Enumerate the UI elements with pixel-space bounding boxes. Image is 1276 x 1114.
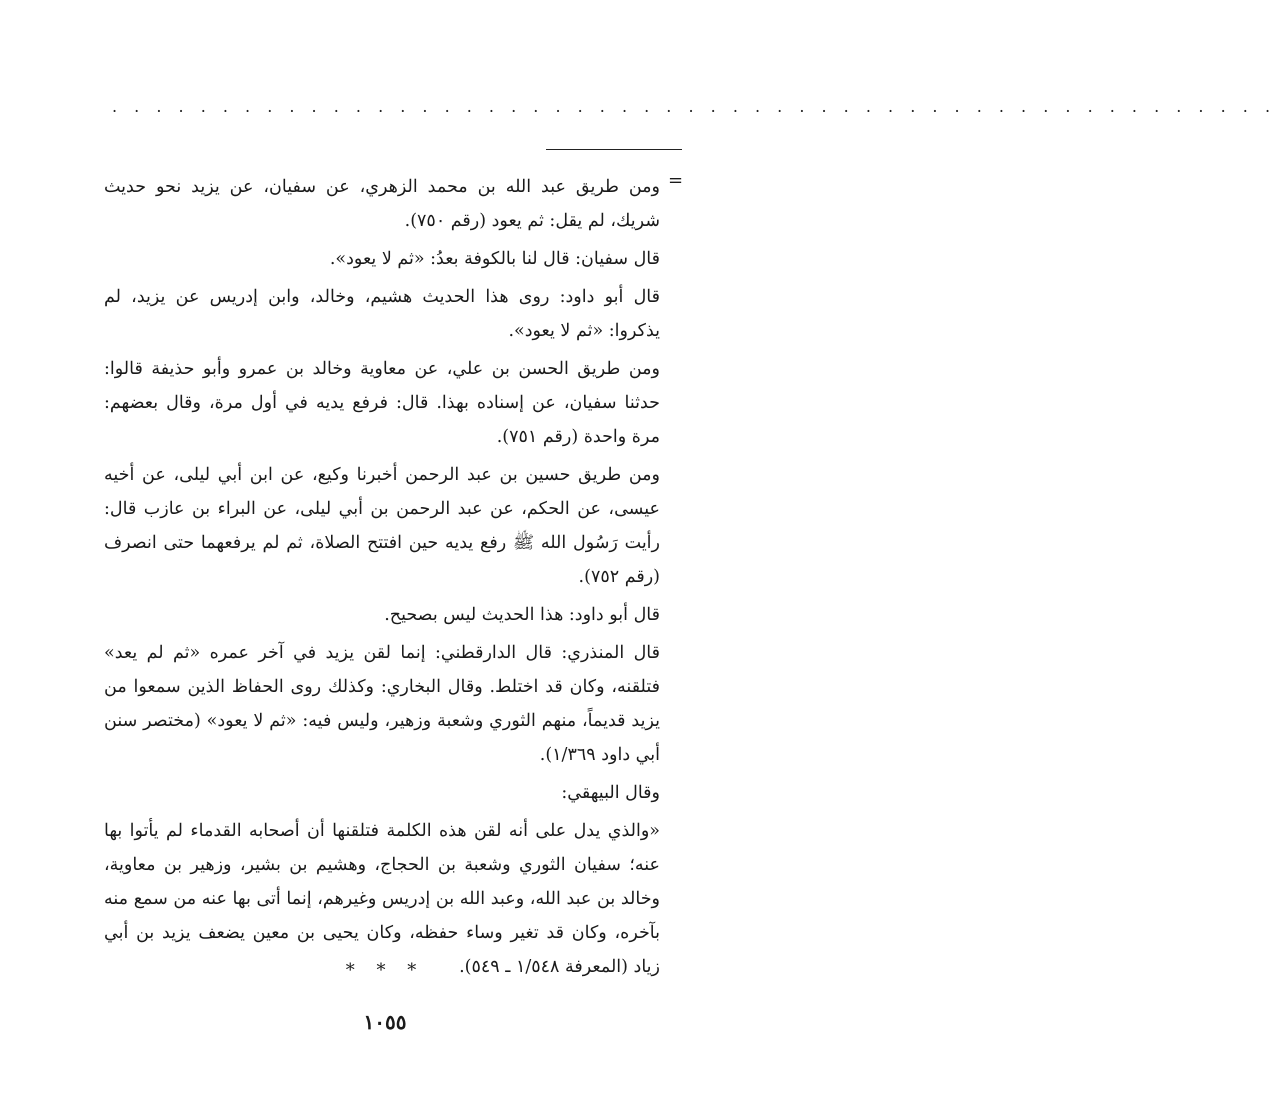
header-dotted-line: . . . . . . . . . . . . . . . . . . . . . . . . . . . . . . . . . . . . . . . . . . . . . . . . . . . . . xyxy=(112,97,1276,116)
paragraph: «والذي يدل على أنه لقن هذه الكلمة فتلقنها أن أصحابه القدماء لم يأتوا بها عنه؛ سفيان الثوري وشعبة بن الحجاج، وهشيم بن بشير، وزهير بن معاوية، وخالد بن عبد الله، وعبد الله بن إدريس وغيرهم، إنما أتى بها عنه من سمع منه بآخره، وكان قد تغير وساء حفظه، وكان يحيى بن معين يضعف يزيد بن أبي زياد (المعرفة ١/٥٤٨ ـ ٥٤٩). xyxy=(104,821,660,977)
footnote-body xyxy=(104,170,660,988)
paragraph: ومن طريق حسين بن عبد الرحمن أخبرنا وكيع، عن ابن أبي ليلى، عن أخيه عيسى، عن الحكم، عن عبد الرحمن بن أبي ليلى، عن البراء بن عازب قال: رأيت رَسُول الله ﷺ رفع يديه حين افتتح الصلاة، ثم لم يرفعهما حتى انصرف (رقم ٧٥٢). xyxy=(104,465,660,587)
continuation-marker: = xyxy=(668,170,684,191)
paragraph: قال أبو داود: روى هذا الحديث هشيم، وخالد، وابن إدريس عن يزيد، لم يذكروا: «ثم لا يعود». xyxy=(104,287,660,341)
footnote-rule xyxy=(546,149,682,150)
page-number: ١٠٥٥ xyxy=(363,1010,407,1034)
paragraph: قال المنذري: قال الدارقطني: إنما لقن يزيد في آخر عمره «ثم لم يعد» فتلقنه، وكان قد اختلط. وقال البخاري: وكذلك روى الحفاظ الذين سمعوا من يزيد قديماً، منهم الثوري وشعبة وزهير، وليس فيه: «ثم لا يعود» (مختصر سنن أبي داود ١/٣٦٩). xyxy=(104,643,660,765)
paragraph: قال سفيان: قال لنا بالكوفة بعدُ: «ثم لا يعود». xyxy=(329,249,660,269)
section-separator: * * * xyxy=(345,960,425,981)
paragraph: وقال البيهقي: xyxy=(561,783,660,803)
paragraph: ومن طريق الحسن بن علي، عن معاوية وخالد بن عمرو وأبو حذيفة قالوا: حدثنا سفيان، عن إسناده بهذا. قال: فرفع يديه في أول مرة، وقال بعضهم: مرة واحدة (رقم ٧٥١). xyxy=(104,359,660,447)
paragraph: ومن طريق عبد الله بن محمد الزهري، عن سفيان، عن يزيد نحو حديث شريك، لم يقل: ثم يعود (رقم ٧٥٠). xyxy=(104,177,660,231)
paragraph: قال أبو داود: هذا الحديث ليس بصحيح. xyxy=(384,605,660,625)
